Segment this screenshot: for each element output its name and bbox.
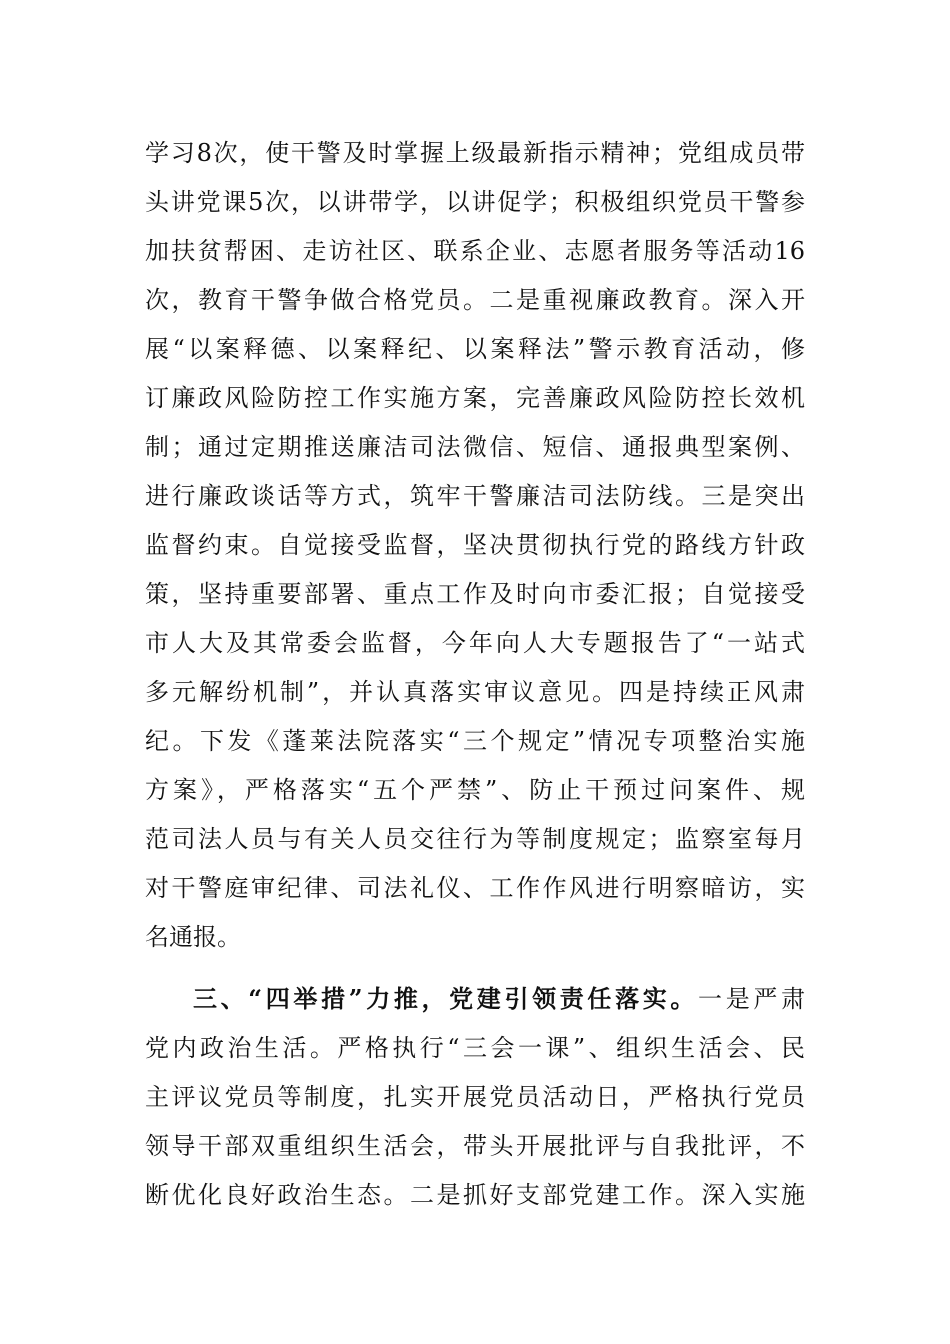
body-text-line: 头讲党课5次，以讲带学，以讲促学；积极组织党员干警参 (145, 188, 805, 216)
body-text-line: 对干警庭审纪律、司法礼仪、工作作风进行明察暗访，实 (145, 874, 805, 902)
body-text-line: 展“以案释德、以案释纪、以案释法”警示教育活动，修 (145, 335, 805, 363)
body-text-line: 范司法人员与有关人员交往行为等制度规定；监察室每月 (145, 825, 805, 853)
body-text-line: 主评议党员等制度，扎实开展党员活动日，严格执行党员 (145, 1083, 805, 1111)
body-text-line: 纪。下发《蓬莱法院落实“三个规定”情况专项整治实施 (145, 727, 805, 755)
body-text-line: 学习8次，使干警及时掌握上级最新指示精神；党组成员带 (145, 139, 805, 167)
section-heading: 三、“四举措”力推，党建引领责任落实。 (193, 984, 699, 1013)
body-text-line: 监督约束。自觉接受监督，坚决贯彻执行党的路线方针政 (145, 531, 805, 559)
section-heading-line (193, 979, 805, 1019)
body-text-line: 进行廉政谈话等方式，筑牢干警廉洁司法防线。三是突出 (145, 482, 805, 510)
body-text-line: 方案》，严格落实“五个严禁”、防止干预过问案件、规 (145, 776, 805, 804)
body-text-line: 制；通过定期推送廉洁司法微信、短信、通报典型案例、 (145, 433, 805, 461)
body-text-line: 断优化良好政治生态。二是抓好支部党建工作。深入实施 (145, 1181, 805, 1209)
body-text-line: 策，坚持重要部署、重点工作及时向市委汇报；自觉接受 (145, 580, 805, 608)
body-text-line: 多元解纷机制”，并认真落实审议意见。四是持续正风肃 (145, 678, 805, 706)
body-text-line: 加扶贫帮困、走访社区、联系企业、志愿者服务等活动16 (145, 237, 805, 265)
body-text-line: 订廉政风险防控工作实施方案，完善廉政风险防控长效机 (145, 384, 805, 412)
body-text-line: 名通报。 (145, 923, 241, 951)
body-text-line: 党内政治生活。严格执行“三会一课”、组织生活会、民 (145, 1034, 805, 1062)
body-text-line: 次，教育干警争做合格党员。二是重视廉政教育。深入开 (145, 286, 805, 314)
body-text-line: 领导干部双重组织生活会，带头开展批评与自我批评，不 (145, 1132, 805, 1160)
body-text-line: 市人大及其常委会监督，今年向人大专题报告了“一站式 (145, 629, 805, 657)
section-lead-text: 一是严肃 (698, 985, 806, 1013)
